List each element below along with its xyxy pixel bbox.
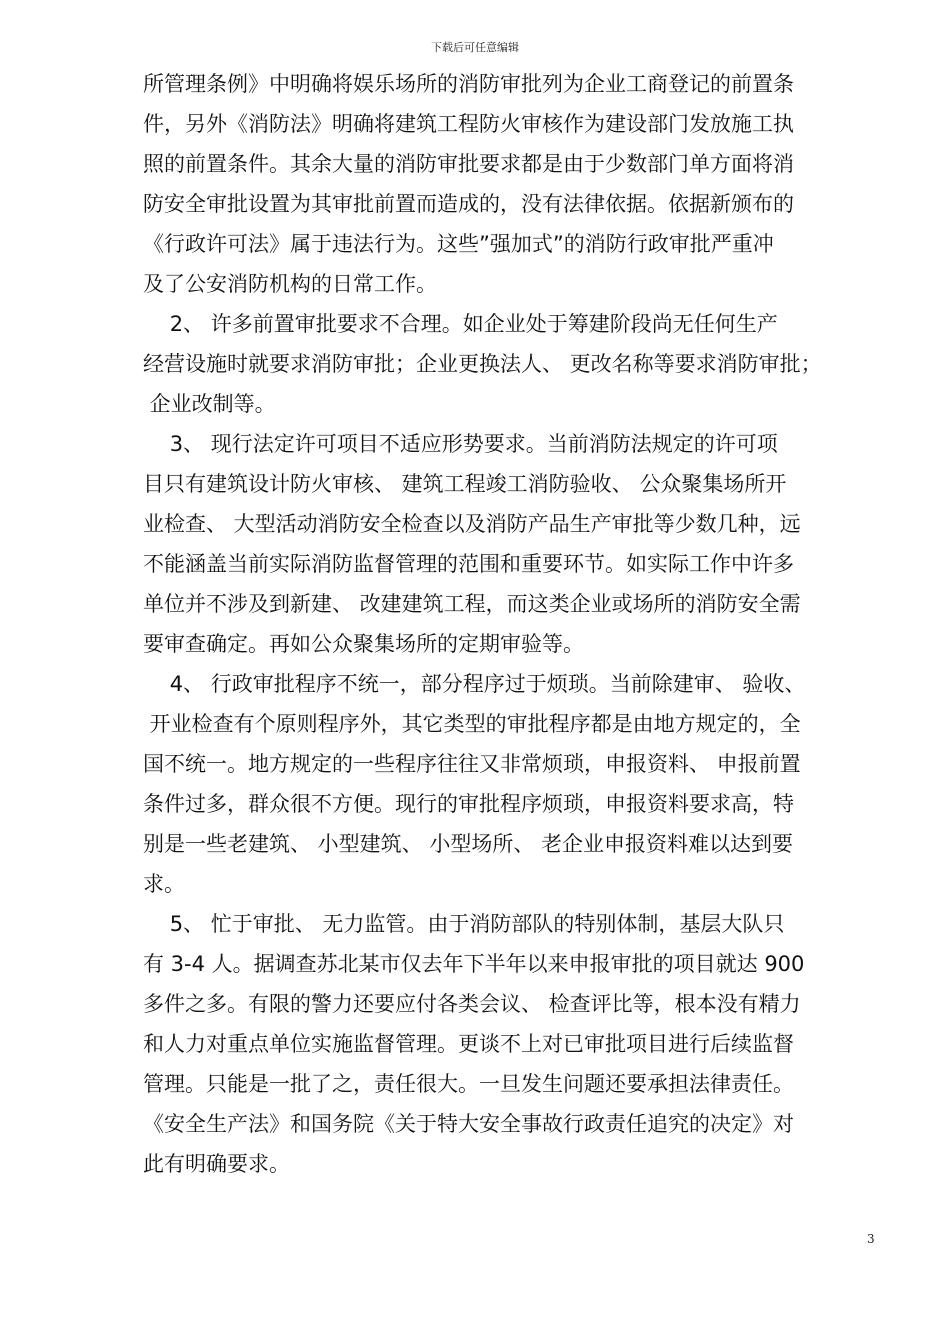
text-line: 防安全审批设置为其审批前置而造成的，没有法律依据。依据新颁布的 (143, 192, 794, 216)
text-line: 有 3-4 人。据调查苏北某市仅去年下半年以来申报审批的项目就达 900 (143, 952, 805, 976)
text-line: 国不统一。地方规定的一些程序往往又非常烦琐，申报资料、 申报前置 (143, 752, 801, 776)
text-line: 单位并不涉及到新建、 改建建筑工程，而这类企业或场所的消防安全需 (143, 592, 801, 616)
document-body (143, 64, 891, 1184)
text-line: 要审查确定。再如公众聚集场所的定期审验等。 (143, 632, 584, 656)
text-line: 及了公安消防机构的日常工作。 (143, 272, 437, 296)
text-line: 此有明确要求。 (143, 1152, 290, 1176)
text-line: 所管理条例》中明确将娱乐场所的消防审批列为企业工商登记的前置条 (143, 72, 794, 96)
text-line: 企业改制等。 (143, 392, 276, 416)
text-line: 开业检查有个原则程序外，其它类型的审批程序都是由地方规定的，全 (143, 712, 801, 736)
text-line: 4、 行政审批程序不统一，部分程序过于烦琐。当前除建审、 验收、 (143, 672, 806, 696)
text-line: 照的前置条件。其余大量的消防审批要求都是由于少数部门单方面将消 (143, 152, 794, 176)
page-header: 下载后可任意编辑 (431, 41, 519, 54)
text-line: 件，另外《消防法》明确将建筑工程防火审核作为建设部门发放施工执 (143, 112, 794, 136)
text-line: 别是一些老建筑、 小型建筑、 小型场所、 老企业申报资料难以达到要 (143, 832, 794, 856)
text-line: 求。 (143, 872, 185, 896)
text-line: 条件过多，群众很不方便。现行的审批程序烦琐，申报资料要求高，特 (143, 792, 794, 816)
text-line: 不能涵盖当前实际消防监督管理的范围和重要环节。如实际工作中许多 (143, 552, 794, 576)
text-line: 管理。只能是一批了之，责任很大。一旦发生问题还要承担法律责任。 (143, 1072, 794, 1096)
text-line: 《安全生产法》和国务院《关于特大安全事故行政责任追究的决定》对 (143, 1112, 794, 1136)
text-line: 业检查、 大型活动消防安全检查以及消防产品生产审批等少数几种，远 (143, 512, 801, 536)
text-line: 和人力对重点单位实施监督管理。更谈不上对已审批项目进行后续监督 (143, 1032, 794, 1056)
text-line: 《行政许可法》属于违法行为。这些”强加式”的消防行政审批严重冲 (143, 232, 774, 256)
text-line: 经营设施时就要求消防审批；企业更换法人、 更改名称等要求消防审批； (143, 352, 822, 376)
text-line: 3、 现行法定许可项目不适应形势要求。当前消防法规定的许可项 (143, 432, 778, 456)
text-line: 5、 忙于审批、 无力监管。由于消防部队的特别体制，基层大队只 (143, 912, 785, 936)
text-line: 多件之多。有限的警力还要应付各类会议、 检查评比等，根本没有精力 (143, 992, 801, 1016)
page-number: 3 (867, 1232, 875, 1246)
text-line: 目只有建筑设计防火审核、 建筑工程竣工消防验收、 公众聚集场所开 (143, 472, 787, 496)
text-line: 2、 许多前置审批要求不合理。如企业处于筹建阶段尚无任何生产 (143, 312, 778, 336)
